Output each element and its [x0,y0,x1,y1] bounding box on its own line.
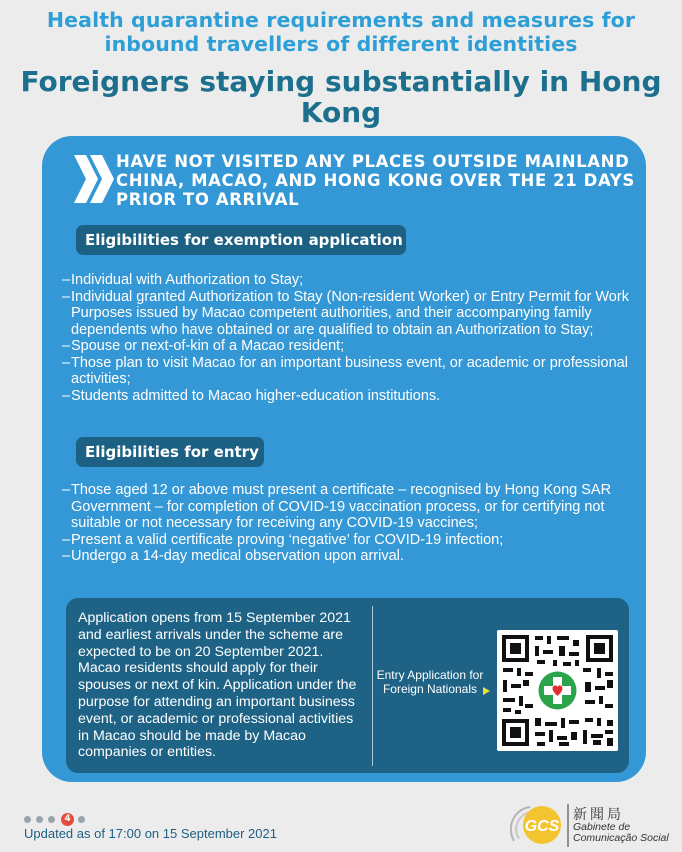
page-title: Health quarantine requirements and measures for inbound travellers of different identities [46,8,636,56]
entry-list [62,482,632,565]
exemption-label: Eligibilities for exemption application [76,225,406,255]
list-item: – Those plan to visit Macao for an important business event, or academic or professional activities; [62,355,634,388]
arrow-right-icon [483,687,490,695]
page-dot[interactable] [78,816,85,823]
double-chevron-right-icon [72,153,116,205]
qr-label: Entry Application for Foreign Nationals [376,668,484,696]
divider [372,606,373,766]
page-subtitle: Foreigners staying substantially in Hong Kong [20,65,662,129]
svg-text:GCS: GCS [524,818,560,835]
updated-timestamp: Updated as of 17:00 on 15 September 2021 [24,826,277,841]
page-dot[interactable] [48,816,55,823]
qr-code-icon[interactable] [497,630,618,751]
list-item: – Individual with Authorization to Stay; [62,272,634,289]
list-item: – Individual granted Authorization to Stay (Non-resident Worker) or Entry Permit for Work Purposes issued by Macao competent authorities, and their accompanying family dependents who have obtained or are qualified to obtain an Authorization to Stay; [62,289,634,339]
page-dot[interactable] [24,816,31,823]
list-item: – Students admitted to Macao higher-education institutions. [62,388,634,405]
page-dot[interactable] [36,816,43,823]
logo-pt-line2: Comunicação Social [573,832,669,844]
list-item: – Spouse or next-of-kin of a Macao resident; [62,338,634,355]
logo-pt-line1: Gabinete de [573,821,631,833]
application-text: Application opens from 15 September 2021 and earliest arrivals under the scheme are expected to be on 20 September 2021. Macao residents should apply for their spouses or next of kin. Application under the purpose for attending an important business event, or academic or professional activities in Macao should be made by Macao companies or entities. [78,610,357,761]
logo-chinese-name: 新聞局 [573,807,624,823]
current-page-badge[interactable]: 4 [61,813,74,826]
list-item: – Undergo a 14-day medical observation upon arrival. [62,548,632,565]
exemption-list [62,272,634,404]
logo-portuguese-name [573,822,669,844]
section-heading: HAVE NOT VISITED ANY PLACES OUTSIDE MAINLAND CHINA, MACAO, AND HONG KONG OVER THE 21 DAYS PRIOR TO ARRIVAL [116,152,635,209]
entry-label: Eligibilities for entry [76,437,264,467]
list-item: – Present a valid certificate proving ‘negative’ for COVID-19 infection; [62,532,632,549]
list-item: – Those aged 12 or above must present a certificate – recognised by Hong Kong SAR Government – for completion of COVID-19 vaccination process, or for certifying not suitable or not necessary for receiving any COVID-19 vaccines; [62,482,632,532]
